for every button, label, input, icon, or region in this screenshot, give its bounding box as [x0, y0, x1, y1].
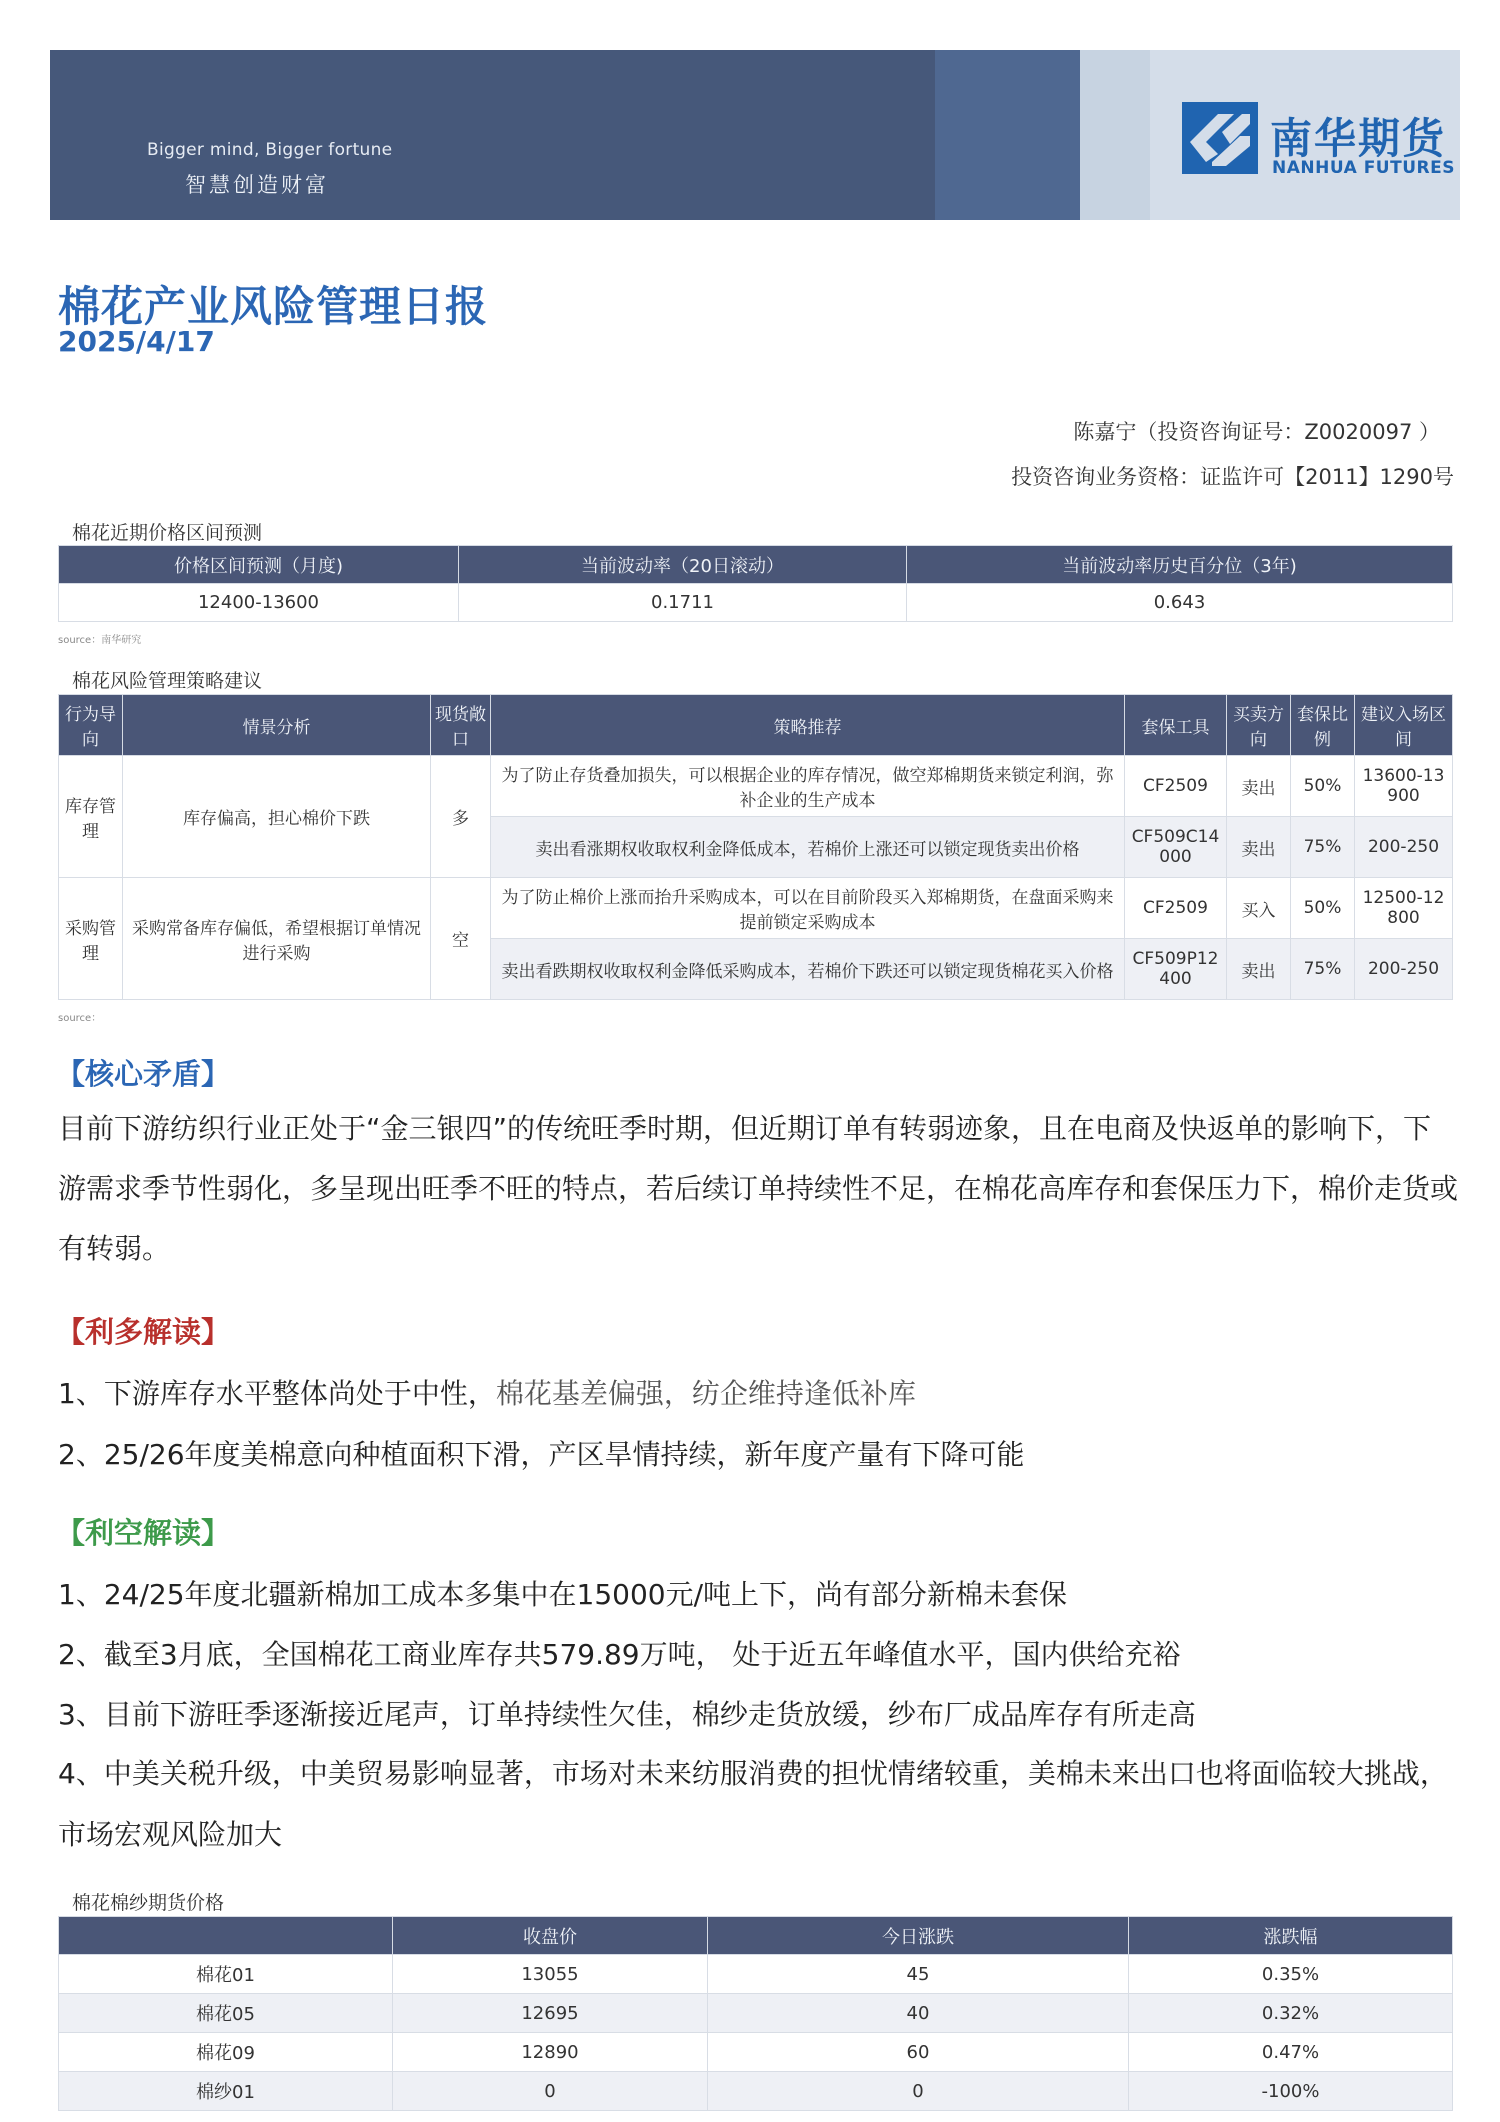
section-heading-bearish: 【利空解读】: [56, 1516, 231, 1550]
column-header: 策略推荐: [491, 695, 1125, 756]
strategy-table: [58, 694, 1453, 1000]
contract-cell: 棉花01: [59, 1955, 393, 1994]
table-row: [59, 2033, 1453, 2072]
direction-cell: 卖出: [1227, 756, 1291, 817]
column-header: [59, 1917, 393, 1955]
strategy-table-caption: 棉花风险管理策略建议: [72, 670, 263, 692]
close-cell: 12890: [393, 2033, 708, 2072]
pct-cell: 0.35%: [1129, 1955, 1453, 1994]
column-header: 当前波动率历史百分位（3年): [907, 546, 1453, 584]
column-header: 建议入场区间: [1355, 695, 1453, 756]
contract-cell: 棉花09: [59, 2033, 393, 2072]
tagline-chinese: 智慧创造财富: [185, 173, 329, 197]
price-range-table: [58, 545, 1453, 622]
tool-cell: CF2509: [1125, 878, 1227, 939]
bearish-item: 3、目前下游旺季逐渐接近尾声，订单持续性欠佳，棉纱走货放缓，纱布厂成品库存有所走高: [58, 1698, 1196, 1731]
strategy-cell: 卖出看跌期权收取权利金降低采购成本，若棉价下跌还可以锁定现货棉花买入价格: [491, 939, 1125, 1000]
scenario-cell: 库存偏高，担心棉价下跌: [123, 756, 431, 878]
column-header: 情景分析: [123, 695, 431, 756]
report-title: 棉花产业风险管理日报: [58, 282, 489, 331]
column-header: 收盘价: [393, 1917, 708, 1955]
column-header: 今日涨跌: [708, 1917, 1129, 1955]
table-row: [59, 1955, 1453, 1994]
futures-table-caption: 棉花棉纱期货价格: [72, 1892, 225, 1914]
strategy-cell: 为了防止存货叠加损失，可以根据企业的库存情况，做空郑棉期货来锁定利润，弥补企业的生产成本: [491, 756, 1125, 817]
column-header: 买卖方向: [1227, 695, 1291, 756]
ratio-cell: 50%: [1291, 756, 1355, 817]
logo-wordmark-en: NANHUA FUTURES: [1272, 158, 1455, 178]
source-note: source：南华研究: [58, 635, 142, 646]
behavior-cell: 库存管理: [59, 756, 123, 878]
direction-cell: 买入: [1227, 878, 1291, 939]
section-heading-core: 【核心矛盾】: [56, 1057, 231, 1091]
section-heading-bullish: 【利多解读】: [56, 1315, 231, 1349]
column-header: 行为导向: [59, 695, 123, 756]
tool-cell: CF2509: [1125, 756, 1227, 817]
report-date: 2025/4/17: [58, 325, 215, 358]
table-row: [59, 878, 1453, 939]
close-cell: 0: [393, 2072, 708, 2111]
close-cell: 12695: [393, 1994, 708, 2033]
pct-cell: 0.32%: [1129, 1994, 1453, 2033]
range-cell: 200-250: [1355, 939, 1453, 1000]
table-cell: 0.1711: [459, 584, 907, 622]
bullish-item: [58, 1372, 916, 1412]
pct-cell: -100%: [1129, 2072, 1453, 2111]
table-cell: 12400-13600: [59, 584, 459, 622]
table-row: [59, 1994, 1453, 2033]
bullish-item-text: 1、下游库存水平整体尚处于中性，: [58, 1377, 496, 1410]
scenario-cell: 采购常备库存偏低，希望根据订单情况进行采购: [123, 878, 431, 1000]
exposure-cell: 空: [431, 878, 491, 1000]
banner-stripe: [935, 50, 1080, 220]
table-header-row: [59, 1917, 1453, 1955]
change-cell: 45: [708, 1955, 1129, 1994]
price-table-caption: 棉花近期价格区间预测: [72, 522, 263, 544]
range-cell: 13600-13900: [1355, 756, 1453, 817]
change-cell: 0: [708, 2072, 1129, 2111]
futures-price-table: [58, 1916, 1453, 2111]
bearish-item: 2、截至3月底，全国棉花工商业库存共579.89万吨， 处于近五年峰值水平，国内供给充裕: [58, 1638, 1181, 1671]
column-header: 当前波动率（20日滚动）: [459, 546, 907, 584]
core-paragraph: 目前下游纺织行业正处于“金三银四”的传统旺季时期，但近期订单有转弱迹象，且在电商及快返单的影响下，下游需求季节性弱化，多呈现出旺季不旺的特点，若后续订单持续性不足，在棉花高库存和套保压力下，棉价走货或有转弱。: [58, 1112, 1459, 1265]
header-banner: [50, 50, 1460, 220]
analyst-credit: 陈嘉宁（投资咨询证号：Z0020097 ）: [1073, 420, 1440, 444]
contract-cell: 棉花05: [59, 1994, 393, 2033]
tool-cell: CF509C14000: [1125, 817, 1227, 878]
tagline-english: Bigger mind, Bigger fortune: [147, 140, 393, 160]
table-header-row: [59, 546, 1453, 584]
range-cell: 200-250: [1355, 817, 1453, 878]
table-cell: 0.643: [907, 584, 1453, 622]
range-cell: 12500-12800: [1355, 878, 1453, 939]
direction-cell: 卖出: [1227, 817, 1291, 878]
strategy-cell: 为了防止棉价上涨而抬升采购成本，可以在目前阶段买入郑棉期货，在盘面采购来提前锁定采购成本: [491, 878, 1125, 939]
table-header-row: [59, 695, 1453, 756]
contract-cell: 棉纱01: [59, 2072, 393, 2111]
strategy-cell: 卖出看涨期权收取权利金降低成本，若棉价上涨还可以锁定现货卖出价格: [491, 817, 1125, 878]
source-note: source：: [58, 1013, 102, 1024]
column-header: 价格区间预测（月度): [59, 546, 459, 584]
behavior-cell: 采购管理: [59, 878, 123, 1000]
table-row: [59, 2072, 1453, 2111]
table-row: [59, 584, 1453, 622]
ratio-cell: 75%: [1291, 817, 1355, 878]
ratio-cell: 75%: [1291, 939, 1355, 1000]
column-header: 套保比例: [1291, 695, 1355, 756]
license-info: 投资咨询业务资格：证监许可【2011】1290号: [1011, 465, 1454, 489]
direction-cell: 卖出: [1227, 939, 1291, 1000]
nanhua-logo-icon: [1182, 102, 1258, 174]
column-header: 涨跌幅: [1129, 1917, 1453, 1955]
table-row: [59, 756, 1453, 817]
column-header: 现货敞口: [431, 695, 491, 756]
bullish-item-text-muted: 棉花基差偏强，纺企维持逢低补库: [495, 1377, 916, 1410]
close-cell: 13055: [393, 1955, 708, 1994]
tool-cell: CF509P12400: [1125, 939, 1227, 1000]
change-cell: 60: [708, 2033, 1129, 2072]
bearish-item: 4、中美关税升级，中美贸易影响显著，市场对未来纺服消费的担忧情绪较重，美棉未来出口也将面临较大挑战，市场宏观风险加大: [58, 1757, 1448, 1851]
ratio-cell: 50%: [1291, 878, 1355, 939]
change-cell: 40: [708, 1994, 1129, 2033]
bullish-item: 2、25/26年度美棉意向种植面积下滑，产区旱情持续，新年度产量有下降可能: [58, 1438, 1025, 1471]
pct-cell: 0.47%: [1129, 2033, 1453, 2072]
exposure-cell: 多: [431, 756, 491, 878]
column-header: 套保工具: [1125, 695, 1227, 756]
bearish-item: 1、24/25年度北疆新棉加工成本多集中在15000元/吨上下，尚有部分新棉未套保: [58, 1578, 1068, 1611]
logo-wordmark-cn: 南华期货: [1270, 114, 1447, 163]
